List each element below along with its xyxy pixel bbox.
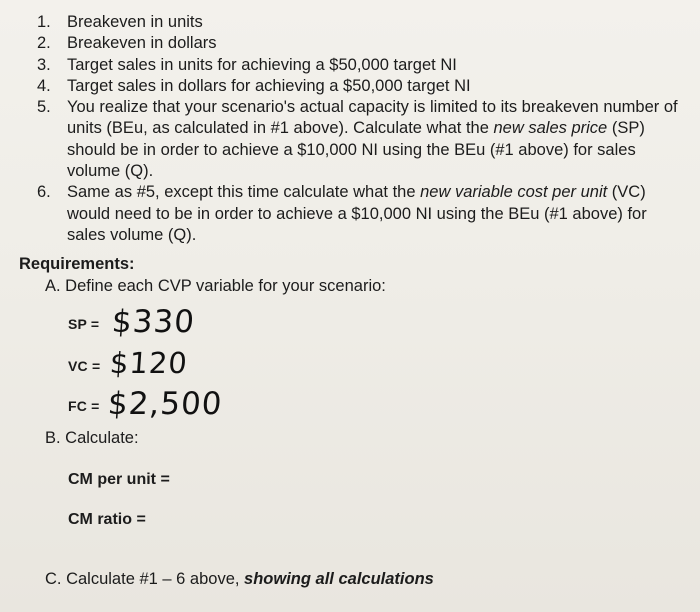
task-item-1 <box>37 12 687 33</box>
task-text-part: Same as #5, except this time calculate what the <box>67 183 421 202</box>
sp-handwritten-value: $330 <box>110 304 197 340</box>
sp-label: SP = <box>68 316 100 332</box>
task-text: Target sales in dollars for achieving a $50,000 target NI <box>67 76 471 95</box>
requirement-c-label <box>45 570 434 589</box>
requirement-c-text: C. Calculate #1 – 6 above, <box>45 570 245 588</box>
requirement-c-emphasis: showing all calculations <box>244 570 434 588</box>
task-number: 6. <box>37 183 51 202</box>
cm-ratio-label: CM ratio = <box>68 511 146 528</box>
task-item-3 <box>37 55 687 76</box>
fc-label: FC = <box>68 398 100 414</box>
requirement-a-label: A. Define each CVP variable for your scenario: <box>45 277 386 295</box>
requirements-heading: Requirements: <box>19 255 135 273</box>
task-text: Breakeven in units <box>67 13 203 31</box>
task-number: 3. <box>37 55 51 74</box>
task-item-4 <box>37 76 687 97</box>
task-number: 1. <box>37 13 51 31</box>
cm-per-unit-label: CM per unit = <box>68 471 170 488</box>
task-item-2 <box>37 33 687 54</box>
task-number: 5. <box>37 98 51 117</box>
task-list <box>37 12 687 246</box>
task-text: Target sales in units for achieving a $50,000 target NI <box>67 55 457 74</box>
task-text-part: (VC) would need to be in order to achieve a $10,000 NI using the BEu (#1 above) for sales volume (Q). <box>67 183 647 244</box>
task-text: Breakeven in dollars <box>67 34 217 53</box>
vc-handwritten-value: $120 <box>108 346 190 380</box>
vc-label: VC = <box>68 358 101 374</box>
task-text-part: (SP) should be in order to achieve a $10,000 NI using the BEu (#1 above) for sales volume (Q). <box>67 119 645 181</box>
task-item-6 <box>37 182 687 246</box>
task-emphasis: new sales price <box>493 119 608 138</box>
task-number: 2. <box>37 34 51 53</box>
task-number: 4. <box>37 76 51 95</box>
fc-handwritten-value: $2,500 <box>106 386 224 422</box>
task-text <box>67 97 687 182</box>
task-text <box>67 182 687 246</box>
task-emphasis: new variable cost per unit <box>420 183 608 202</box>
requirement-b-label: B. Calculate: <box>45 429 139 447</box>
task-text-part: You realize that your scenario's actual capacity is limited to its breakeven number of units (BEu, as calculated in #1 above). Calculate what the <box>67 98 678 138</box>
task-item-5 <box>37 97 687 182</box>
